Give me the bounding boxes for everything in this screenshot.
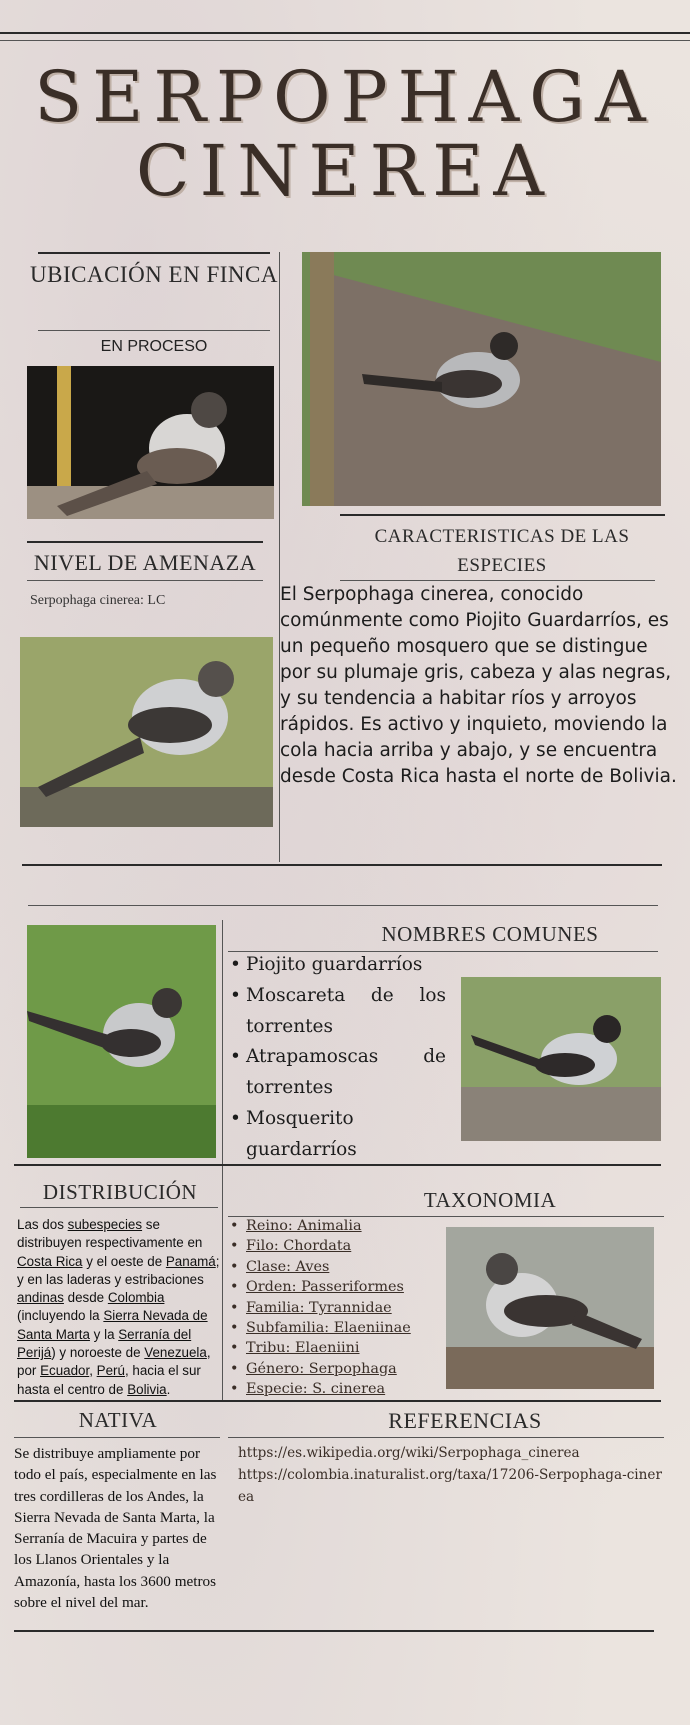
ubicacion-top-rule xyxy=(38,252,270,254)
taxon-subfamilia[interactable]: • Subfamilia: Elaeniinae xyxy=(228,1318,438,1338)
ubicacion-bottom-rule xyxy=(38,330,270,331)
bottom-rule xyxy=(14,1630,654,1632)
top-rule xyxy=(0,32,690,34)
nombre-item: • Piojito guardarríos xyxy=(228,950,446,981)
dist-text: y la xyxy=(89,1326,119,1342)
reference-link-inaturalist[interactable]: https://colombia.inaturalist.org/taxa/17206-Serpophaga-cinerea xyxy=(238,1467,662,1505)
amenaza-heading: NIVEL DE AMENAZA xyxy=(33,550,257,575)
taxon-genero[interactable]: • Género: Serpophaga xyxy=(228,1359,438,1379)
nativa-heading: NATIVA xyxy=(78,1408,158,1432)
link-ecuador[interactable]: Ecuador xyxy=(40,1363,90,1379)
link-subespecies[interactable]: subespecies xyxy=(67,1217,143,1232)
middle-section-divider xyxy=(222,920,223,1400)
page-title-line2: CINEREA xyxy=(136,130,554,212)
section-rule-3 xyxy=(14,1164,661,1166)
dist-text: , por xyxy=(17,1345,211,1379)
referencias-list xyxy=(238,1442,668,1508)
taxon-clase[interactable]: • Clase: Aves xyxy=(228,1257,438,1277)
bird-photo-1 xyxy=(27,366,274,519)
taxon-tribu[interactable]: • Tribu: Elaeniini xyxy=(228,1338,438,1358)
taxon-reino[interactable]: • Reino: Animalia xyxy=(228,1216,438,1236)
distribucion-heading: DISTRIBUCIÓN xyxy=(42,1180,198,1204)
distribucion-text xyxy=(17,1216,222,1399)
taxonomia-heading: TAXONOMIA xyxy=(423,1188,557,1212)
ubicacion-status: EN PROCESO xyxy=(100,338,208,355)
referencias-heading: REFERENCIAS xyxy=(388,1408,542,1433)
dist-text: , hacia el sur hasta el centro de xyxy=(17,1363,201,1397)
link-sierra-nevada[interactable]: Sierra Nevada de Santa Marta xyxy=(17,1308,208,1342)
amenaza-bottom-rule xyxy=(27,580,263,581)
nombres-list xyxy=(228,950,446,1166)
bird-photo-4 xyxy=(27,925,216,1158)
caracteristicas-bottom-rule xyxy=(340,580,655,581)
link-serrania-perija[interactable]: Serranía del Perijá xyxy=(17,1326,192,1361)
link-panama[interactable]: Panamá xyxy=(165,1253,216,1269)
amenaza-value: Serpophaga cinerea: LC xyxy=(30,593,166,608)
dist-text: ; y en las laderas y estribaciones xyxy=(17,1253,220,1287)
taxon-especie[interactable]: • Especie: S. cinerea xyxy=(228,1379,438,1399)
top-rule-thin xyxy=(0,40,690,41)
caracteristicas-heading: CARACTERISTICAS DE LAS ESPECIES xyxy=(374,526,630,576)
nativa-rule xyxy=(14,1437,220,1438)
dist-text: Las dos xyxy=(17,1217,68,1232)
taxon-orden[interactable]: • Orden: Passeriformes xyxy=(228,1277,438,1297)
dist-text: ) y noroeste de xyxy=(51,1345,145,1361)
bird-photo-2 xyxy=(302,252,661,506)
dist-text: y el oeste de xyxy=(82,1253,166,1269)
link-costa-rica[interactable]: Costa Rica xyxy=(17,1253,83,1269)
bird-photo-6 xyxy=(446,1227,654,1389)
taxon-familia[interactable]: • Familia: Tyrannidae xyxy=(228,1298,438,1318)
caracteristicas-text: El Serpophaga cinerea, conocido comúnmente como Piojito Guardarríos, es un pequeño mosquero que se distingue por su plumaje gris, cabeza y alas negras, y su tendencia a habitar ríos y arroyos rápidos. Es activo y inquieto, moviendo la cola hacia arriba y abajo, y se encuentra desde Costa Rica hasta el norte de Bolivia. xyxy=(280,584,677,787)
reference-link-wikipedia[interactable]: https://es.wikipedia.org/wiki/Serpophaga_cinerea xyxy=(238,1445,580,1461)
dist-text: (incluyendo la xyxy=(17,1308,104,1324)
nombre-item: • Moscareta de los torrentes xyxy=(228,981,446,1043)
distribucion-rule xyxy=(20,1207,218,1208)
section-rule-4 xyxy=(14,1400,661,1402)
link-peru[interactable]: Perú xyxy=(96,1363,125,1379)
link-colombia[interactable]: Colombia xyxy=(107,1290,165,1306)
link-andinas[interactable]: andinas xyxy=(17,1290,64,1306)
section-rule-2 xyxy=(28,905,658,906)
nombres-heading: NOMBRES COMUNES xyxy=(381,922,599,946)
nombre-item: • Atrapamoscas de torrentes xyxy=(228,1042,446,1104)
caracteristicas-top-rule xyxy=(340,514,665,516)
taxonomia-list xyxy=(228,1216,438,1400)
dist-text: . xyxy=(166,1381,171,1397)
section-rule-1 xyxy=(22,864,662,866)
dist-text: se distribuyen respectivamente en xyxy=(17,1217,203,1251)
nativa-text: Se distribuye ampliamente por todo el país, especialmente en las tres cordilleras de los Andes, la Sierra Nevada de Santa Marta, la Serranía de Macuira y partes de los Llanos Orientales y la Amazonía, hasta los 3600 metros sobre el nivel del mar. xyxy=(14,1445,217,1612)
page-title-line1: SERPOPHAGA xyxy=(34,56,656,138)
dist-text: , xyxy=(89,1363,97,1379)
amenaza-top-rule xyxy=(27,541,263,543)
referencias-rule xyxy=(228,1437,664,1438)
bird-photo-5 xyxy=(461,977,661,1141)
taxon-filo[interactable]: • Filo: Chordata xyxy=(228,1236,438,1256)
ubicacion-heading: UBICACIÓN EN FINCA xyxy=(30,262,278,287)
bird-photo-3 xyxy=(20,637,273,827)
link-venezuela[interactable]: Venezuela xyxy=(144,1345,207,1361)
nombre-item: • Mosquerito guardarríos xyxy=(228,1104,446,1166)
link-bolivia[interactable]: Bolivia xyxy=(127,1381,167,1397)
dist-text: desde xyxy=(63,1290,108,1306)
